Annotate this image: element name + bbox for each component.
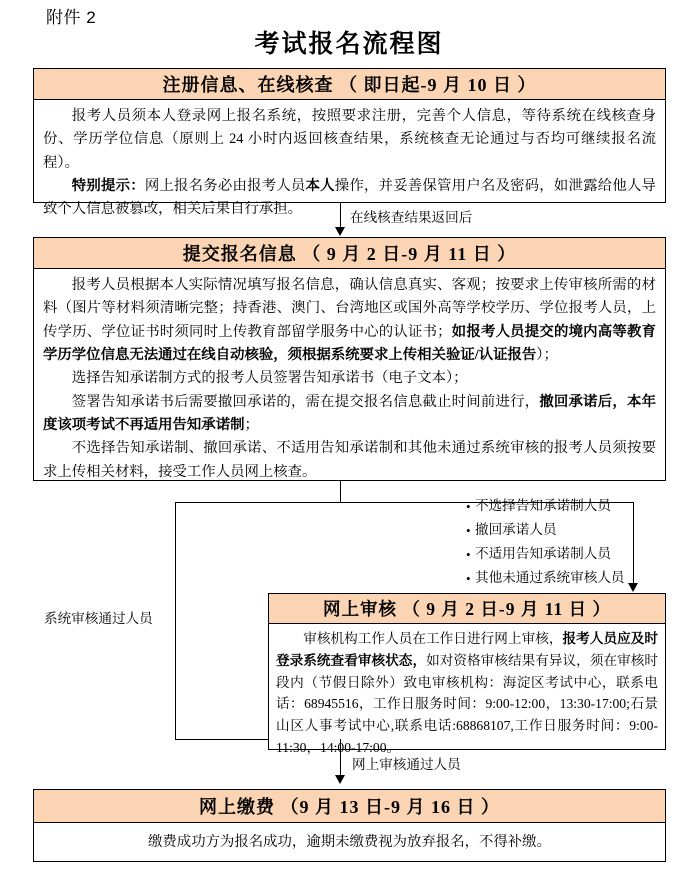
- flow-step-pay-header: 网上缴费 （9 月 13 日-9 月 16 日 ）: [34, 790, 665, 823]
- connector-review-to-pay-arrowhead: [335, 775, 345, 784]
- branch-bullet-item: [466, 518, 625, 542]
- branch-bullet-item: [466, 494, 625, 518]
- flow-step-submit-header: 提交报名信息 （ 9 月 2 日-9 月 11 日 ）: [34, 238, 665, 269]
- connector-review-to-pay-label: 网上审核通过人员: [352, 757, 461, 772]
- bullet-dot-icon: •: [466, 546, 471, 562]
- flow-step-pay-body: 缴费成功方为报名成功，逾期未缴费视为放弃报名，不得补缴。: [148, 834, 551, 850]
- bullet-dot-icon: •: [466, 570, 471, 586]
- flow-step-pay: [33, 789, 666, 862]
- flow-step-review-body: 审核机构工作人员在工作日进行网上审核，报考人员应及时登录系统查看审核状态，如对资格审核结果有异议，须在审核时段内（节假日除外）致电审核机构：海淀区考试中心，联系电话：68945516，工作日服务时间：9:00-12:00，13:30-17:00;石景山区人事考试中心,联系电话:68868107,工作日服务时间：9:00-11:30，14:00-17:00。: [276, 631, 659, 755]
- branch-bullet-label: 其他未通过系统审核人员: [475, 570, 625, 586]
- branch-right-vertical: [633, 502, 634, 585]
- flow-step-review: [268, 593, 666, 755]
- connector-register-to-submit-arrowhead: [335, 227, 345, 236]
- attachment-label: 附件 2: [46, 8, 97, 27]
- branch-stem: [340, 481, 341, 503]
- branch-left-vertical: [175, 502, 176, 740]
- connector-review-to-pay: [340, 739, 341, 777]
- bullet-dot-icon: •: [466, 522, 471, 538]
- branch-bullet-label: 撤回承诺人员: [475, 522, 557, 538]
- flow-step-submit-body: 报考人员根据本人实际情况填写报名信息，确认信息真实、客观；按要求上传审核所需的材料（图片等材料须清晰完整；持香港、澳门、台湾地区或国外高等学校学历、学位报考人员，上传学历、学位证书时须同时上传教育部留学服务中心的认证书；如报考人员提交的境内高等教育学历学位信息无法通过在线自动核验，须根据系统要求上传相关验证/认证报告）； 选择告知承诺制方式的报考人员签署告知承诺书（电子文本）； 签署告知承诺书后需要撤回承诺的，需在提交报名信息截止时间前进行，撤回承诺后，本年度该项考试不再适用告知承诺制； 不选择告知承诺制、撤回承诺、不适用告知承诺制和其他未通过系统审核的报考人员须按要求上传相关材料，接受工作人员网上核查。: [43, 277, 656, 480]
- flow-step-submit: [33, 237, 666, 481]
- bullet-dot-icon: •: [466, 498, 471, 514]
- branch-right-arrowhead: [628, 583, 638, 592]
- connector-register-to-submit-label: 在线核查结果返回后: [350, 210, 473, 225]
- branch-bullet-item: [466, 566, 625, 590]
- branch-bullet-label: 不选择告知承诺制人员: [475, 498, 611, 514]
- branch-left-label: 系统审核通过人员: [44, 611, 153, 626]
- connector-register-to-submit: [340, 203, 341, 229]
- branch-bullet-list: [466, 494, 625, 590]
- branch-bullet-label: 不适用告知承诺制人员: [475, 546, 611, 562]
- page-title: 考试报名流程图: [254, 31, 444, 58]
- flow-step-review-header: 网上审核 （ 9 月 2 日-9 月 11 日 ）: [269, 594, 665, 624]
- flow-step-register-header: 注册信息、在线核查 （ 即日起-9 月 10 日 ）: [34, 69, 665, 100]
- branch-bullet-item: [466, 542, 625, 566]
- flow-step-register-body: 报考人员须本人登录网上报名系统，按照要求注册，完善个人信息，等待系统在线核查身份、学历学位信息（原则上 24 小时内返回核查结果，系统核查无论通过与否均可继续报名流程）。 特别提示：网上报名务必由报考人员本人操作，并妥善保管用户名及密码，如泄露给他人导致个人信息被篡改，相关后果自行承担。: [43, 108, 656, 218]
